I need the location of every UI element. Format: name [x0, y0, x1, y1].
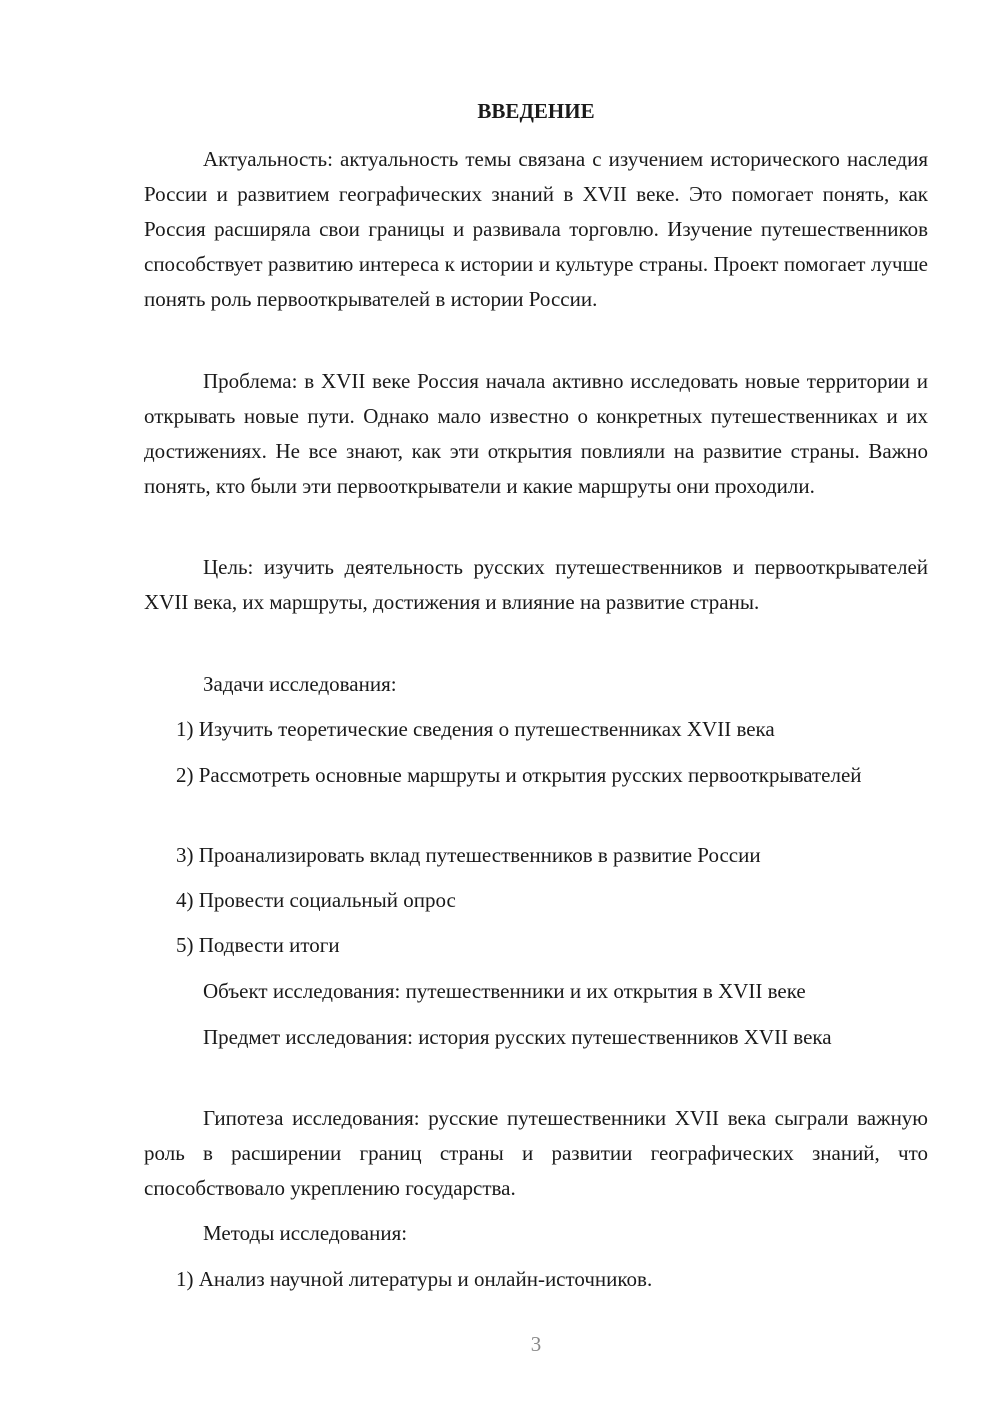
list-item-task-4: 4) Провести социальный опрос [176, 888, 456, 912]
paragraph-object: Объект исследования: путешественники и их открытия в XVII веке [203, 979, 806, 1003]
list-item-task-2: 2) Рассмотреть основные маршруты и открытия русских первооткрывателей [176, 763, 862, 787]
list-item-task-3: 3) Проанализировать вклад путешественников в развитие России [176, 843, 761, 867]
paragraph-tasks-heading: Задачи исследования: [203, 672, 397, 696]
paragraph-relevance: Актуальность: актуальность темы связана с изучением исторического наследия России и развитием географических знаний в XVII веке. Это помогает понять, как Россия расширяла свои границы и развивала торговлю. Изучение путешественников способствует развитию интереса к истории и культуре страны. Проект помогает лучше понять роль первооткрывателей в истории России. [144, 147, 928, 311]
paragraph-subject: Предмет исследования: история русских путешественников XVII века [203, 1025, 832, 1049]
page-title: ВВЕДЕНИЕ [477, 99, 595, 123]
list-item-method-1: 1) Анализ научной литературы и онлайн-источников. [176, 1267, 653, 1291]
list-item-task-1: 1) Изучить теоретические сведения о путешественниках XVII века [176, 717, 775, 741]
page-number: 3 [530, 1332, 542, 1356]
list-item-task-5: 5) Подвести итоги [176, 933, 340, 957]
paragraph-methods-heading: Методы исследования: [203, 1221, 408, 1245]
paragraph-problem: Проблема: в XVII веке Россия начала активно исследовать новые территории и открывать новые пути. Однако мало известно о конкретных путешественниках и их достижениях. Не все знают, как эти открытия повлияли на развитие страны. Важно понять, кто были эти первооткрыватели и какие маршруты они проходили. [144, 369, 928, 498]
paragraph-goal: Цель: изучить деятельность русских путешественников и первооткрывателей XVII века, их маршруты, достижения и влияние на развитие страны. [144, 555, 928, 614]
paragraph-hypothesis: Гипотеза исследования: русские путешественники XVII века сыграли важную роль в расширении границ страны и развитии географических знаний, что способствовало укреплению государства. [144, 1106, 928, 1200]
